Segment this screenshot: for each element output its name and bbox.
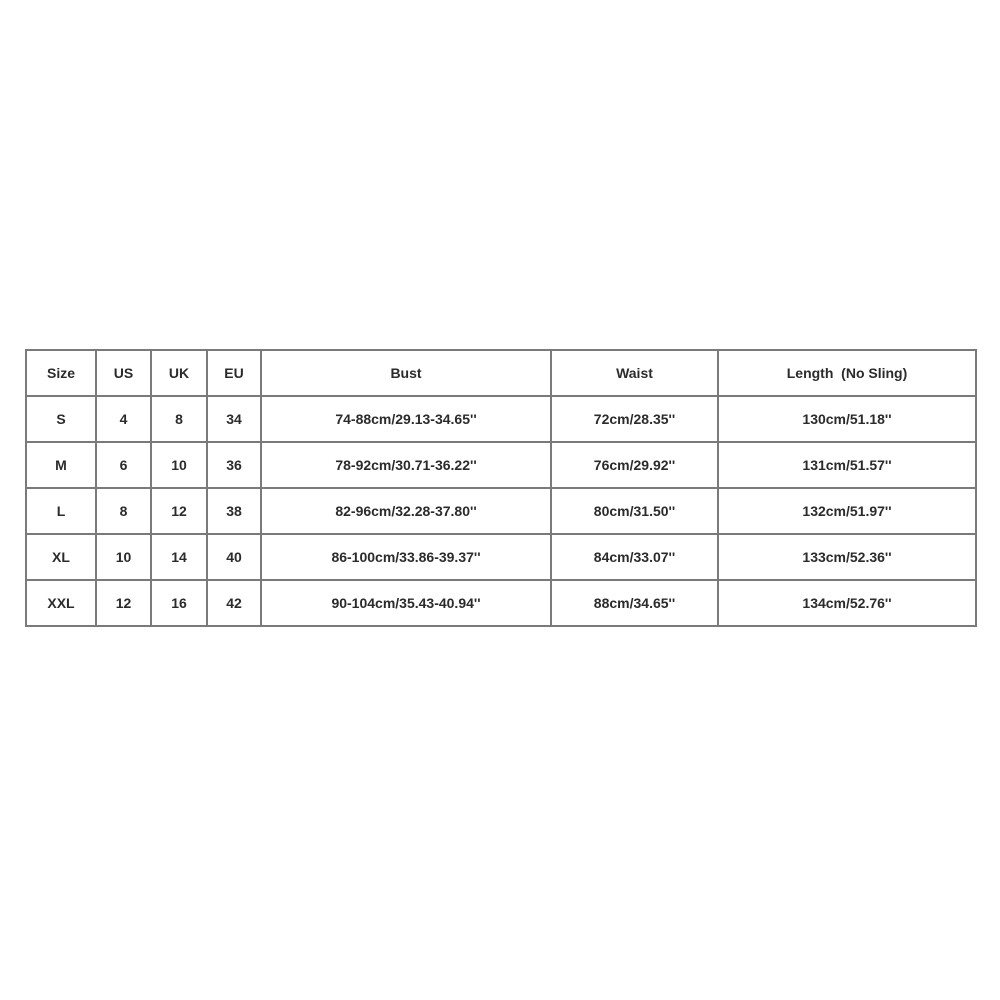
bust-cell: 86-100cm/33.86-39.37'' — [261, 534, 551, 580]
uk-cell: 12 — [151, 488, 207, 534]
header-us: US — [96, 350, 151, 396]
waist-cell: 76cm/29.92'' — [551, 442, 718, 488]
us-cell: 4 — [96, 396, 151, 442]
table-row — [26, 534, 976, 580]
size-cell: XXL — [26, 580, 96, 626]
table-row — [26, 396, 976, 442]
us-cell: 10 — [96, 534, 151, 580]
eu-cell: 40 — [207, 534, 261, 580]
waist-cell: 80cm/31.50'' — [551, 488, 718, 534]
bust-cell: 82-96cm/32.28-37.80'' — [261, 488, 551, 534]
size-cell: M — [26, 442, 96, 488]
length-cell: 134cm/52.76'' — [718, 580, 976, 626]
header-uk: UK — [151, 350, 207, 396]
eu-cell: 38 — [207, 488, 261, 534]
header-length: Length (No Sling) — [718, 350, 976, 396]
waist-cell: 84cm/33.07'' — [551, 534, 718, 580]
header-waist: Waist — [551, 350, 718, 396]
table-row — [26, 580, 976, 626]
size-cell: XL — [26, 534, 96, 580]
size-cell: S — [26, 396, 96, 442]
bust-cell: 90-104cm/35.43-40.94'' — [261, 580, 551, 626]
uk-cell: 10 — [151, 442, 207, 488]
bust-cell: 74-88cm/29.13-34.65'' — [261, 396, 551, 442]
eu-cell: 42 — [207, 580, 261, 626]
us-cell: 12 — [96, 580, 151, 626]
uk-cell: 14 — [151, 534, 207, 580]
table-row — [26, 488, 976, 534]
eu-cell: 34 — [207, 396, 261, 442]
uk-cell: 16 — [151, 580, 207, 626]
us-cell: 8 — [96, 488, 151, 534]
waist-cell: 72cm/28.35'' — [551, 396, 718, 442]
uk-cell: 8 — [151, 396, 207, 442]
header-row — [26, 350, 976, 396]
size-cell: L — [26, 488, 96, 534]
length-cell: 133cm/52.36'' — [718, 534, 976, 580]
header-bust: Bust — [261, 350, 551, 396]
eu-cell: 36 — [207, 442, 261, 488]
waist-cell: 88cm/34.65'' — [551, 580, 718, 626]
bust-cell: 78-92cm/30.71-36.22'' — [261, 442, 551, 488]
length-cell: 132cm/51.97'' — [718, 488, 976, 534]
length-cell: 130cm/51.18'' — [718, 396, 976, 442]
size-chart-table — [25, 349, 977, 627]
table-row — [26, 442, 976, 488]
us-cell: 6 — [96, 442, 151, 488]
length-cell: 131cm/51.57'' — [718, 442, 976, 488]
header-size: Size — [26, 350, 96, 396]
header-eu: EU — [207, 350, 261, 396]
